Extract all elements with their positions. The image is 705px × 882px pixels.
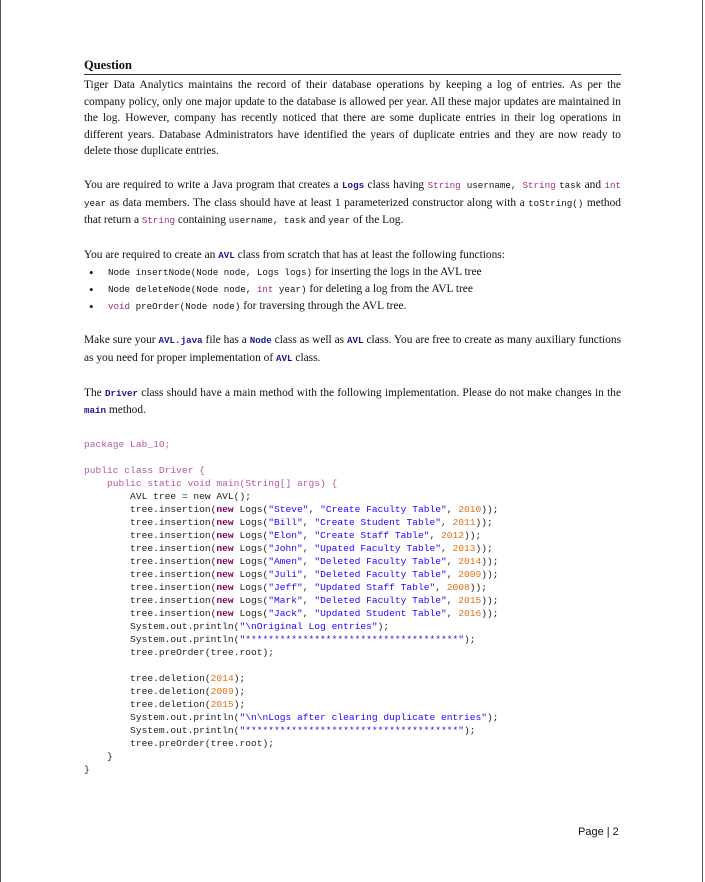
code-block: package Lab_10; public class Driver { public static void main(String[] args) { AVL tree = new AVL(); tree.insertion(new Logs("Steve", "Create Faculty Table", 2010)); tree.insertion(new Logs("Bill", "Create Student Table", 2011)); tree.insertion(new Logs("Elon", "Create Staff Table", 2012)); tree.insertion(new Logs("John", "Upated Faculty Table", 2013)); tree.insertion(new Logs("Amen", "Deleted Faculty Table", 2014)); tree.insertion(new Logs("Juli", "Deleted Faculty Table", 2009)); tree.insertion(new Logs("Jeff", "Updated Staff Table", 2008)); tree.insertion(new Logs("Mark", "Deleted Faculty Table", 2015)); tree.insertion(new Logs("Jack", "Updated Student Table", 2016)); System.out.println("\nOriginal Log entries"); System.out.println("*************************************"); tree.preOrder(tree.root); tree.deletion(2014); tree.deletion(2009); tree.deletion(2015); System.out.println("\n\nLogs after clearing duplicate entries"); System.out.println("*************************************"); tree.preOrder(tree.root); } }	[84, 438, 499, 775]
list-item: • Node deleteNode(Node node, int year) for deleting a log from the AVL tree	[108, 281, 621, 298]
logs-class-name: Logs	[342, 179, 365, 191]
page-number: Page | 2	[578, 826, 619, 838]
question-heading: Question	[84, 58, 621, 75]
list-item: • void preOrder(Node node) for traversing through the AVL tree.	[108, 298, 621, 315]
document-body	[84, 58, 621, 776]
list-item: • Node insertNode(Node node, Logs logs) for inserting the logs in the AVL tree	[108, 264, 621, 281]
logs-paragraph: You are required to write a Java program that creates a Logs class having String username, String task and int year as data members. The class should have at least 1 parameterized constructor along with a toString() method that return a String containing username, task and year of the Log.	[84, 178, 622, 227]
avl-paragraph: You are required to create an AVL class from scratch that has at least the following functions:	[84, 248, 505, 261]
file-paragraph: Make sure your AVL.java file has a Node class as well as AVL class. You are free to create as many auxiliary functions as you need for proper implementation of AVL class.	[84, 334, 622, 364]
intro-paragraph: Tiger Data Analytics maintains the record of their database operations by keeping a log of entries. As per the company policy, only one major update to the database is allowed per year. All these major updates are maintained in the log. However, company has recently noticed that there are some duplicate entries in their log operations in different years. Database Administrators have identified the years of duplicate entries and they are now ready to delete those duplicate entries.	[84, 79, 621, 158]
driver-paragraph: The Driver class should have a main method with the following implementation. Please do not make changes in the main method.	[84, 386, 622, 417]
function-list	[84, 264, 621, 315]
